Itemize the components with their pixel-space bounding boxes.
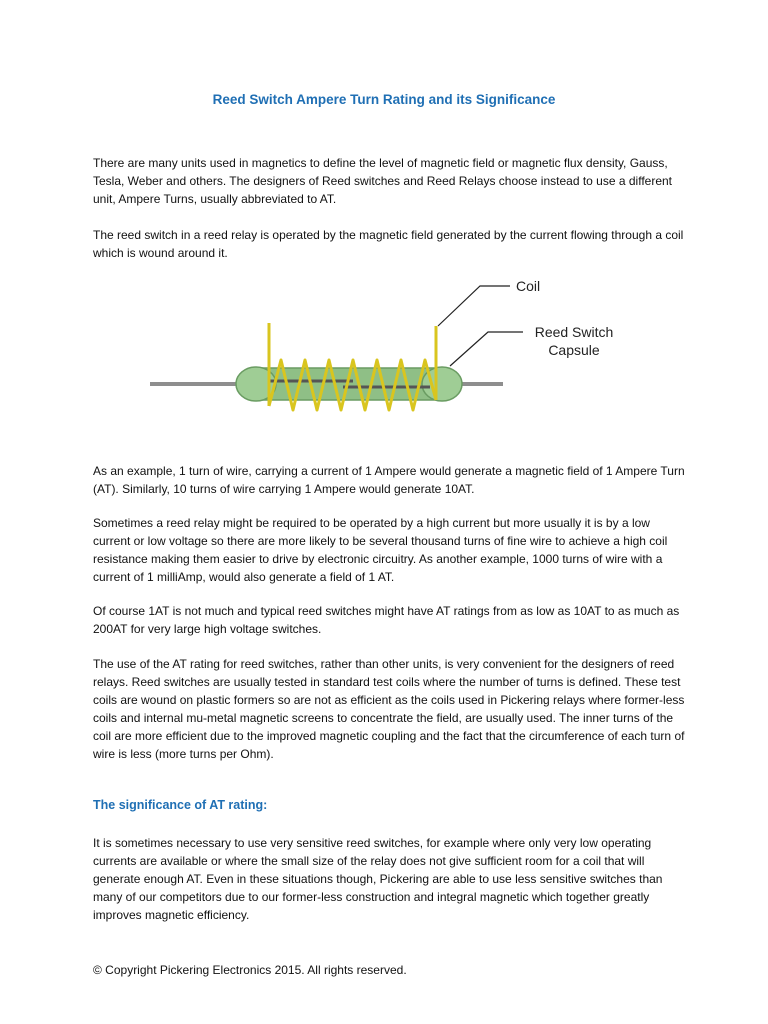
capsule-callout-line — [450, 332, 523, 366]
section-subheading: The significance of AT rating: — [93, 798, 268, 812]
reed-switch-illustration — [148, 268, 638, 418]
reed-switch-diagram — [148, 268, 638, 418]
document-title: Reed Switch Ampere Turn Rating and its Significance — [212, 92, 556, 107]
capsule-label-line1: Reed Switch — [534, 324, 614, 340]
paragraph-1: There are many units used in magnetics to define the level of magnetic field or magnetic flux density, Gauss, Tesla, Weber and others. The designers of Reed switches and Reed Relays choose instead to use a different unit, Ampere Turns, usually abbreviated to AT. — [93, 156, 673, 206]
paragraph-4: Sometimes a reed relay might be required to be operated by a high current but more usually it is by a low current or low voltage so there are more likely to be several thousand turns of fine wire to achieve a high coil resistance making them easier to drive by electronic circuitry. As another example, 1000 turns of wire with a current of 1 milliAmp, would also generate a field of 1 AT. — [93, 516, 668, 584]
paragraph-3: As an example, 1 turn of wire, carrying a current of 1 Ampere would generate a magnetic field of 1 Ampere Turn (AT). Similarly, 10 turns of wire carrying 1 Ampere would generate 10AT. — [93, 464, 685, 496]
paragraph-7: It is sometimes necessary to use very sensitive reed switches, for example where only very low operating currents are available or where the small size of the relay does not give sufficient room for a coil that will generate enough AT. Even in these situations though, Pickering are able to use less sensitive switches than many of our competitors due to our former-less construction and integral magnetic which together greatly improves magnetic efficiency. — [93, 836, 663, 922]
paragraph-6: The use of the AT rating for reed switches, rather than other units, is very convenient for the designers of reed relays. Reed switches are usually tested in standard test coils where the number of turns is defined. These test coils are wound on plastic formers so are not as efficient as the coils used in Pickering relays where former-less coils and internal mu-metal magnetic screens to concentrate the field, are usually used. The inner turns of the coil are more efficient due to the improved magnetic coupling and the fact that the circumference of each turn of wire is less (more turns per Ohm). — [93, 657, 685, 761]
capsule-label-line2: Capsule — [548, 342, 600, 358]
copyright-footer: © Copyright Pickering Electronics 2015. All rights reserved. — [93, 963, 407, 977]
coil-label: Coil — [516, 278, 541, 294]
coil-callout-line — [438, 286, 510, 326]
paragraph-5: Of course 1AT is not much and typical reed switches might have AT ratings from as low as 10AT to as much as 200AT for very large high voltage switches. — [93, 604, 680, 636]
paragraph-2: The reed switch in a reed relay is operated by the magnetic field generated by the current flowing through a coil which is wound around it. — [93, 228, 684, 260]
